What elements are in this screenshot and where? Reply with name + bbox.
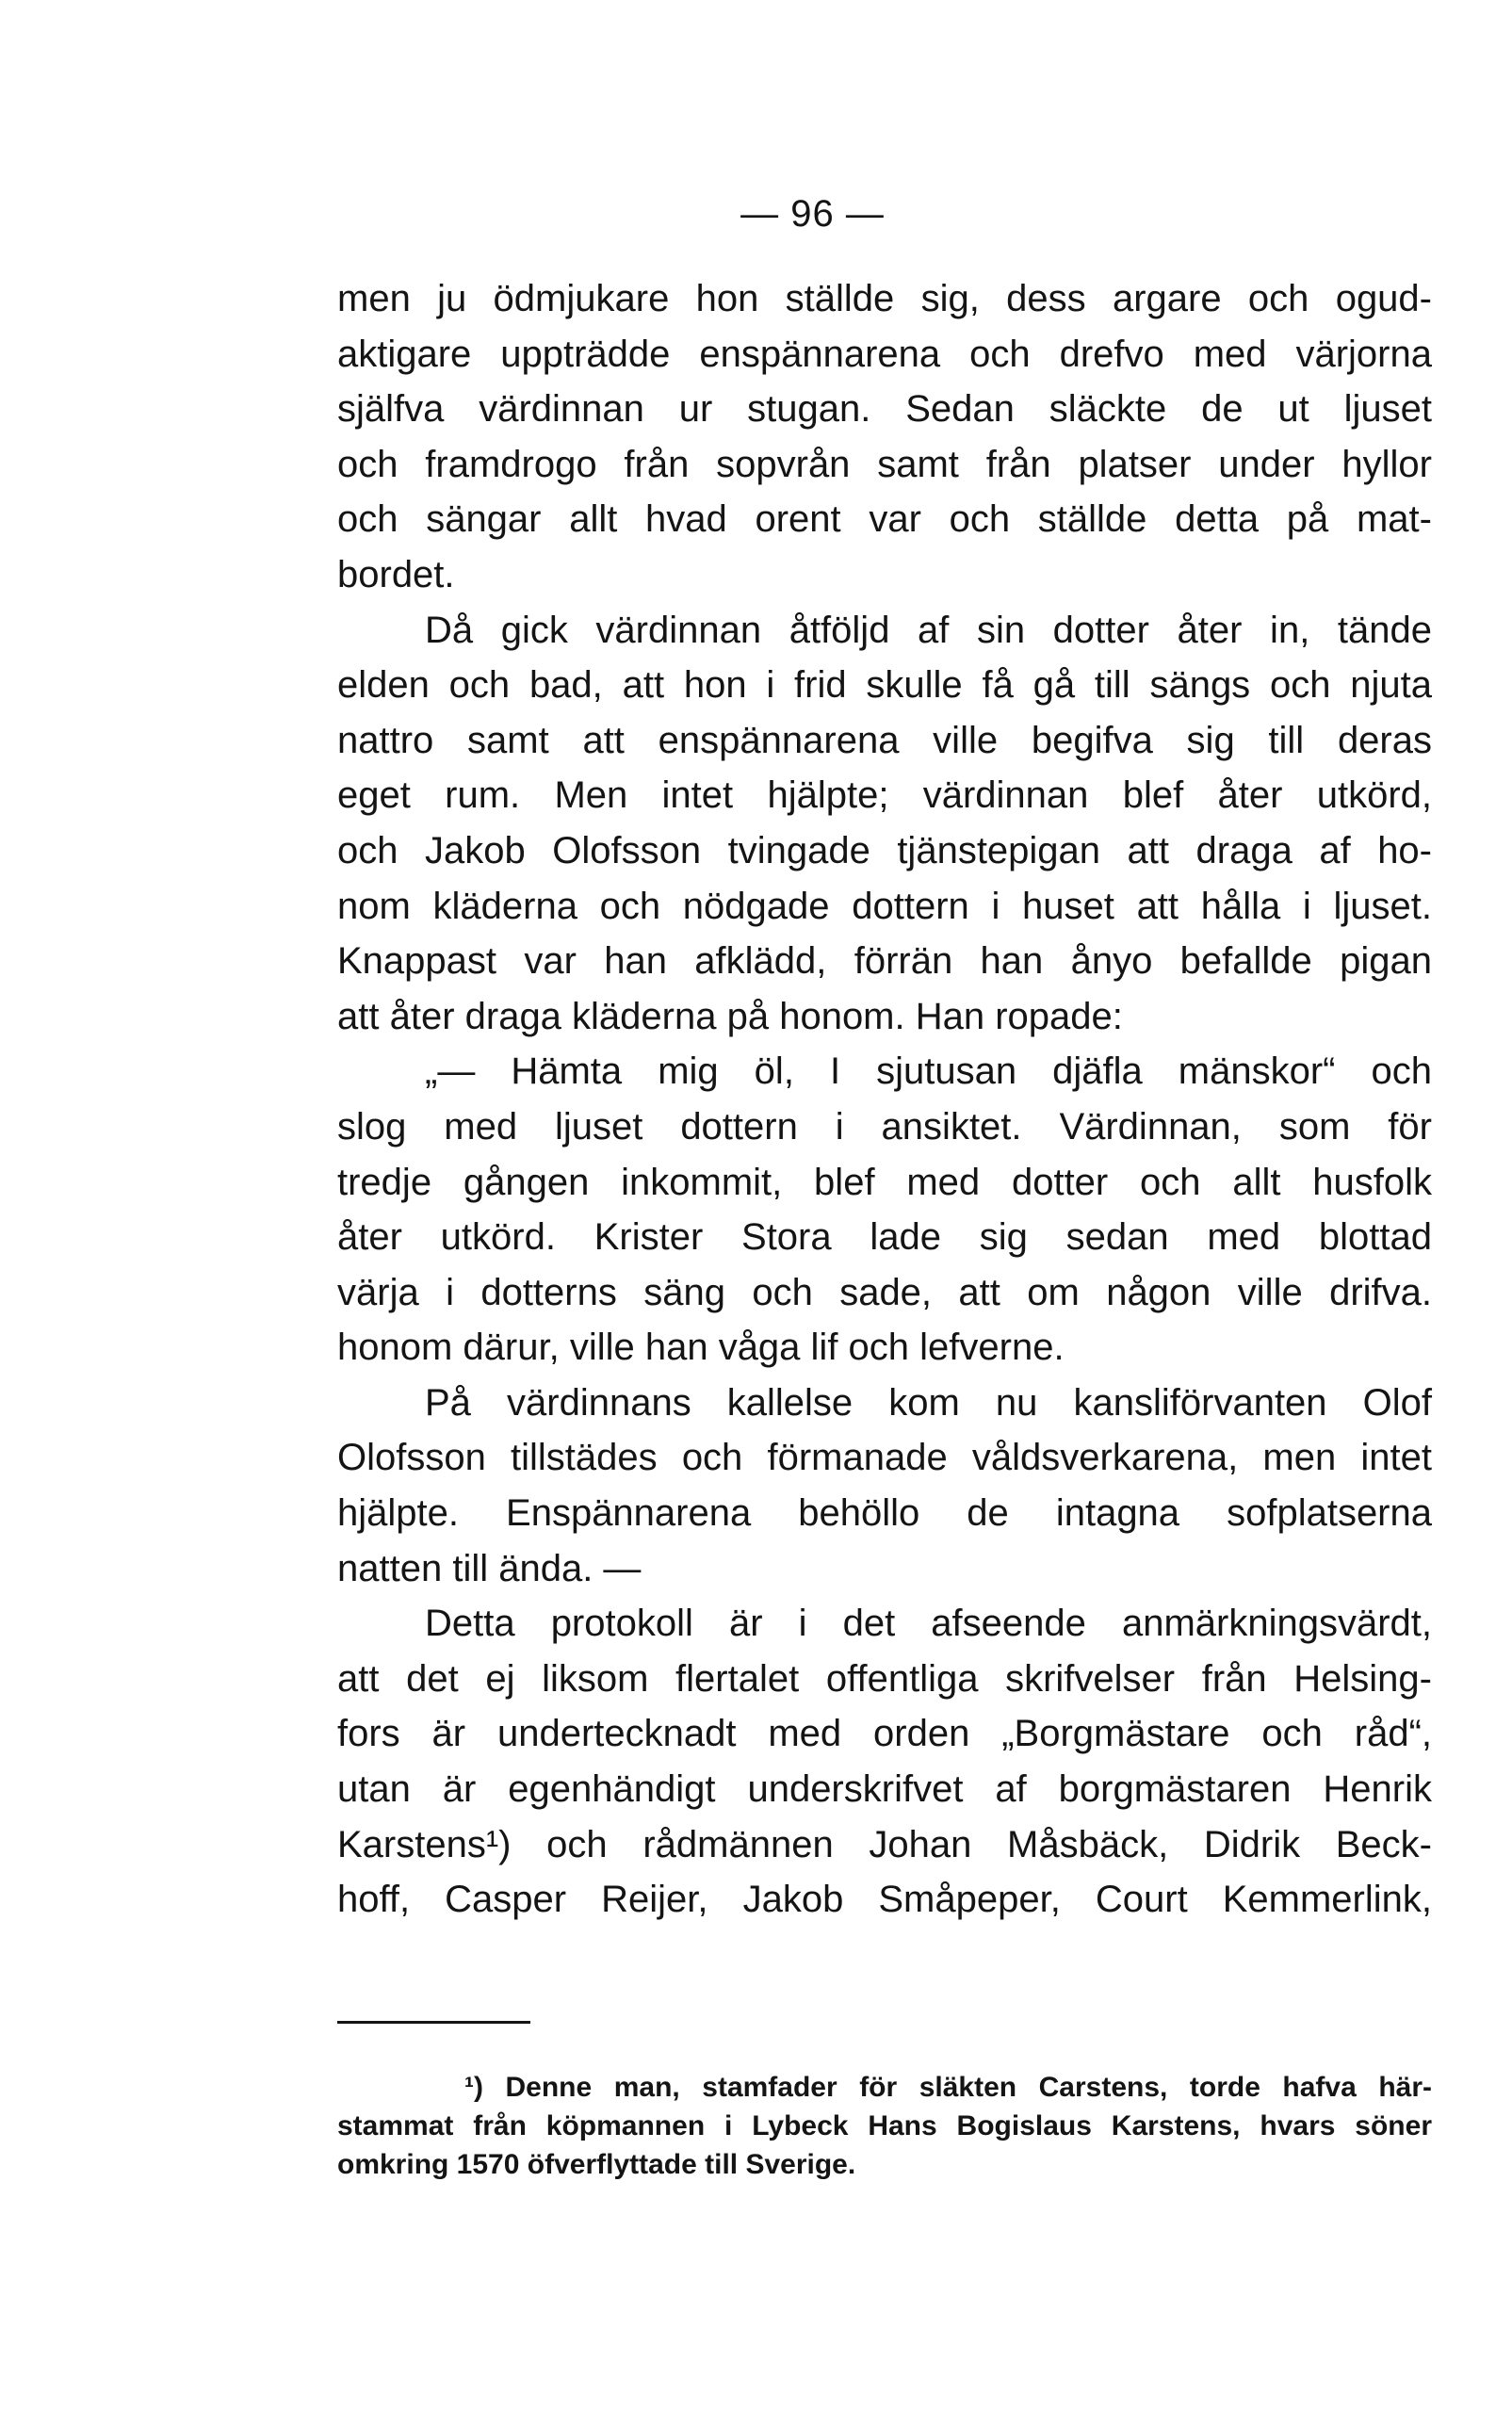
text-line: Knappast var han afklädd, förrän han ånyo befallde pigan bbox=[337, 940, 1432, 983]
text-line: att det ej liksom flertalet offentliga skrifvelser från Helsing- bbox=[337, 1657, 1432, 1700]
text-line: elden och bad, att hon i frid skulle få gå till sängs och njuta bbox=[337, 664, 1432, 707]
footnote-line: omkring 1570 öfverflyttade till Sverige. bbox=[337, 2149, 856, 2180]
text-line: slog med ljuset dottern i ansiktet. Värdinnan, som för bbox=[337, 1105, 1432, 1148]
text-line: nom kläderna och nödgade dottern i huset att hålla i ljuset. bbox=[337, 885, 1432, 927]
text-line: hjälpte. Enspännarena behöllo de intagna sofplatserna bbox=[337, 1492, 1432, 1535]
text-line: och sängar allt hvad orent var och ställde detta på mat- bbox=[337, 498, 1432, 541]
text-line: men ju ödmjukare hon ställde sig, dess argare och ogud- bbox=[337, 278, 1432, 319]
text-line: nattro samt att enspännarena ville begifva sig till deras bbox=[337, 719, 1432, 761]
text-line: eget rum. Men intet hjälpte; värdinnan blef åter utkörd, bbox=[337, 774, 1432, 817]
text-line: Då gick värdinnan åtföljd af sin dotter åter in, tände bbox=[425, 609, 1432, 651]
text-line: På värdinnans kallelse kom nu kansliförvanten Olof bbox=[425, 1381, 1432, 1424]
footnote bbox=[337, 2068, 1432, 2184]
text-line: bordet. bbox=[337, 553, 455, 595]
footnote-line: ¹) Denne man, stamfader för släkten Carstens, torde hafva här- bbox=[464, 2072, 1432, 2103]
body-text bbox=[337, 271, 1432, 1928]
text-line: Olofsson tillstädes och förmanade våldsverkarena, men intet bbox=[337, 1437, 1432, 1479]
text-line: hoff, Casper Reijer, Jakob Småpeper, Court Kemmerlink, bbox=[337, 1879, 1432, 1921]
text-line: åter utkörd. Krister Stora lade sig sedan med blottad bbox=[337, 1216, 1432, 1259]
text-line: själfva värdinnan ur stugan. Sedan släckte de ut ljuset bbox=[337, 388, 1432, 431]
text-line: honom därur, ville han våga lif och lefverne. bbox=[337, 1327, 1065, 1369]
text-line: att åter draga kläderna på honom. Han ropade: bbox=[337, 995, 1123, 1037]
footnote-divider bbox=[337, 2021, 530, 2024]
text-line: utan är egenhändigt underskrifvet af borgmästaren Henrik bbox=[337, 1768, 1432, 1811]
text-line: natten till ända. — bbox=[337, 1547, 642, 1589]
text-line: fors är undertecknadt med orden „Borgmästare och råd“, bbox=[337, 1713, 1432, 1755]
page-number: — 96 — bbox=[740, 193, 885, 235]
text-line: värja i dotterns säng och sade, att om någon ville drifva. bbox=[337, 1271, 1432, 1313]
text-line: Detta protokoll är i det afseende anmärkningsvärdt, bbox=[425, 1603, 1432, 1645]
footnote-line: stammat från köpmannen i Lybeck Hans Bogislaus Karstens, hvars söner bbox=[337, 2110, 1432, 2141]
text-line: och Jakob Olofsson tvingade tjänstepigan att draga af ho- bbox=[337, 829, 1432, 871]
text-line: aktigare uppträdde enspännarena och drefvo med värjorna bbox=[337, 333, 1432, 375]
text-line: tredje gången inkommit, blef med dotter och allt husfolk bbox=[337, 1161, 1432, 1203]
text-line: Karstens¹) och rådmännen Johan Måsbäck, Didrik Beck- bbox=[337, 1823, 1432, 1865]
text-line: och framdrogo från sopvrån samt från platser under hyllor bbox=[337, 443, 1432, 485]
text-line: „— Hämta mig öl, I sjutusan djäfla mänskor“ och bbox=[425, 1050, 1432, 1093]
